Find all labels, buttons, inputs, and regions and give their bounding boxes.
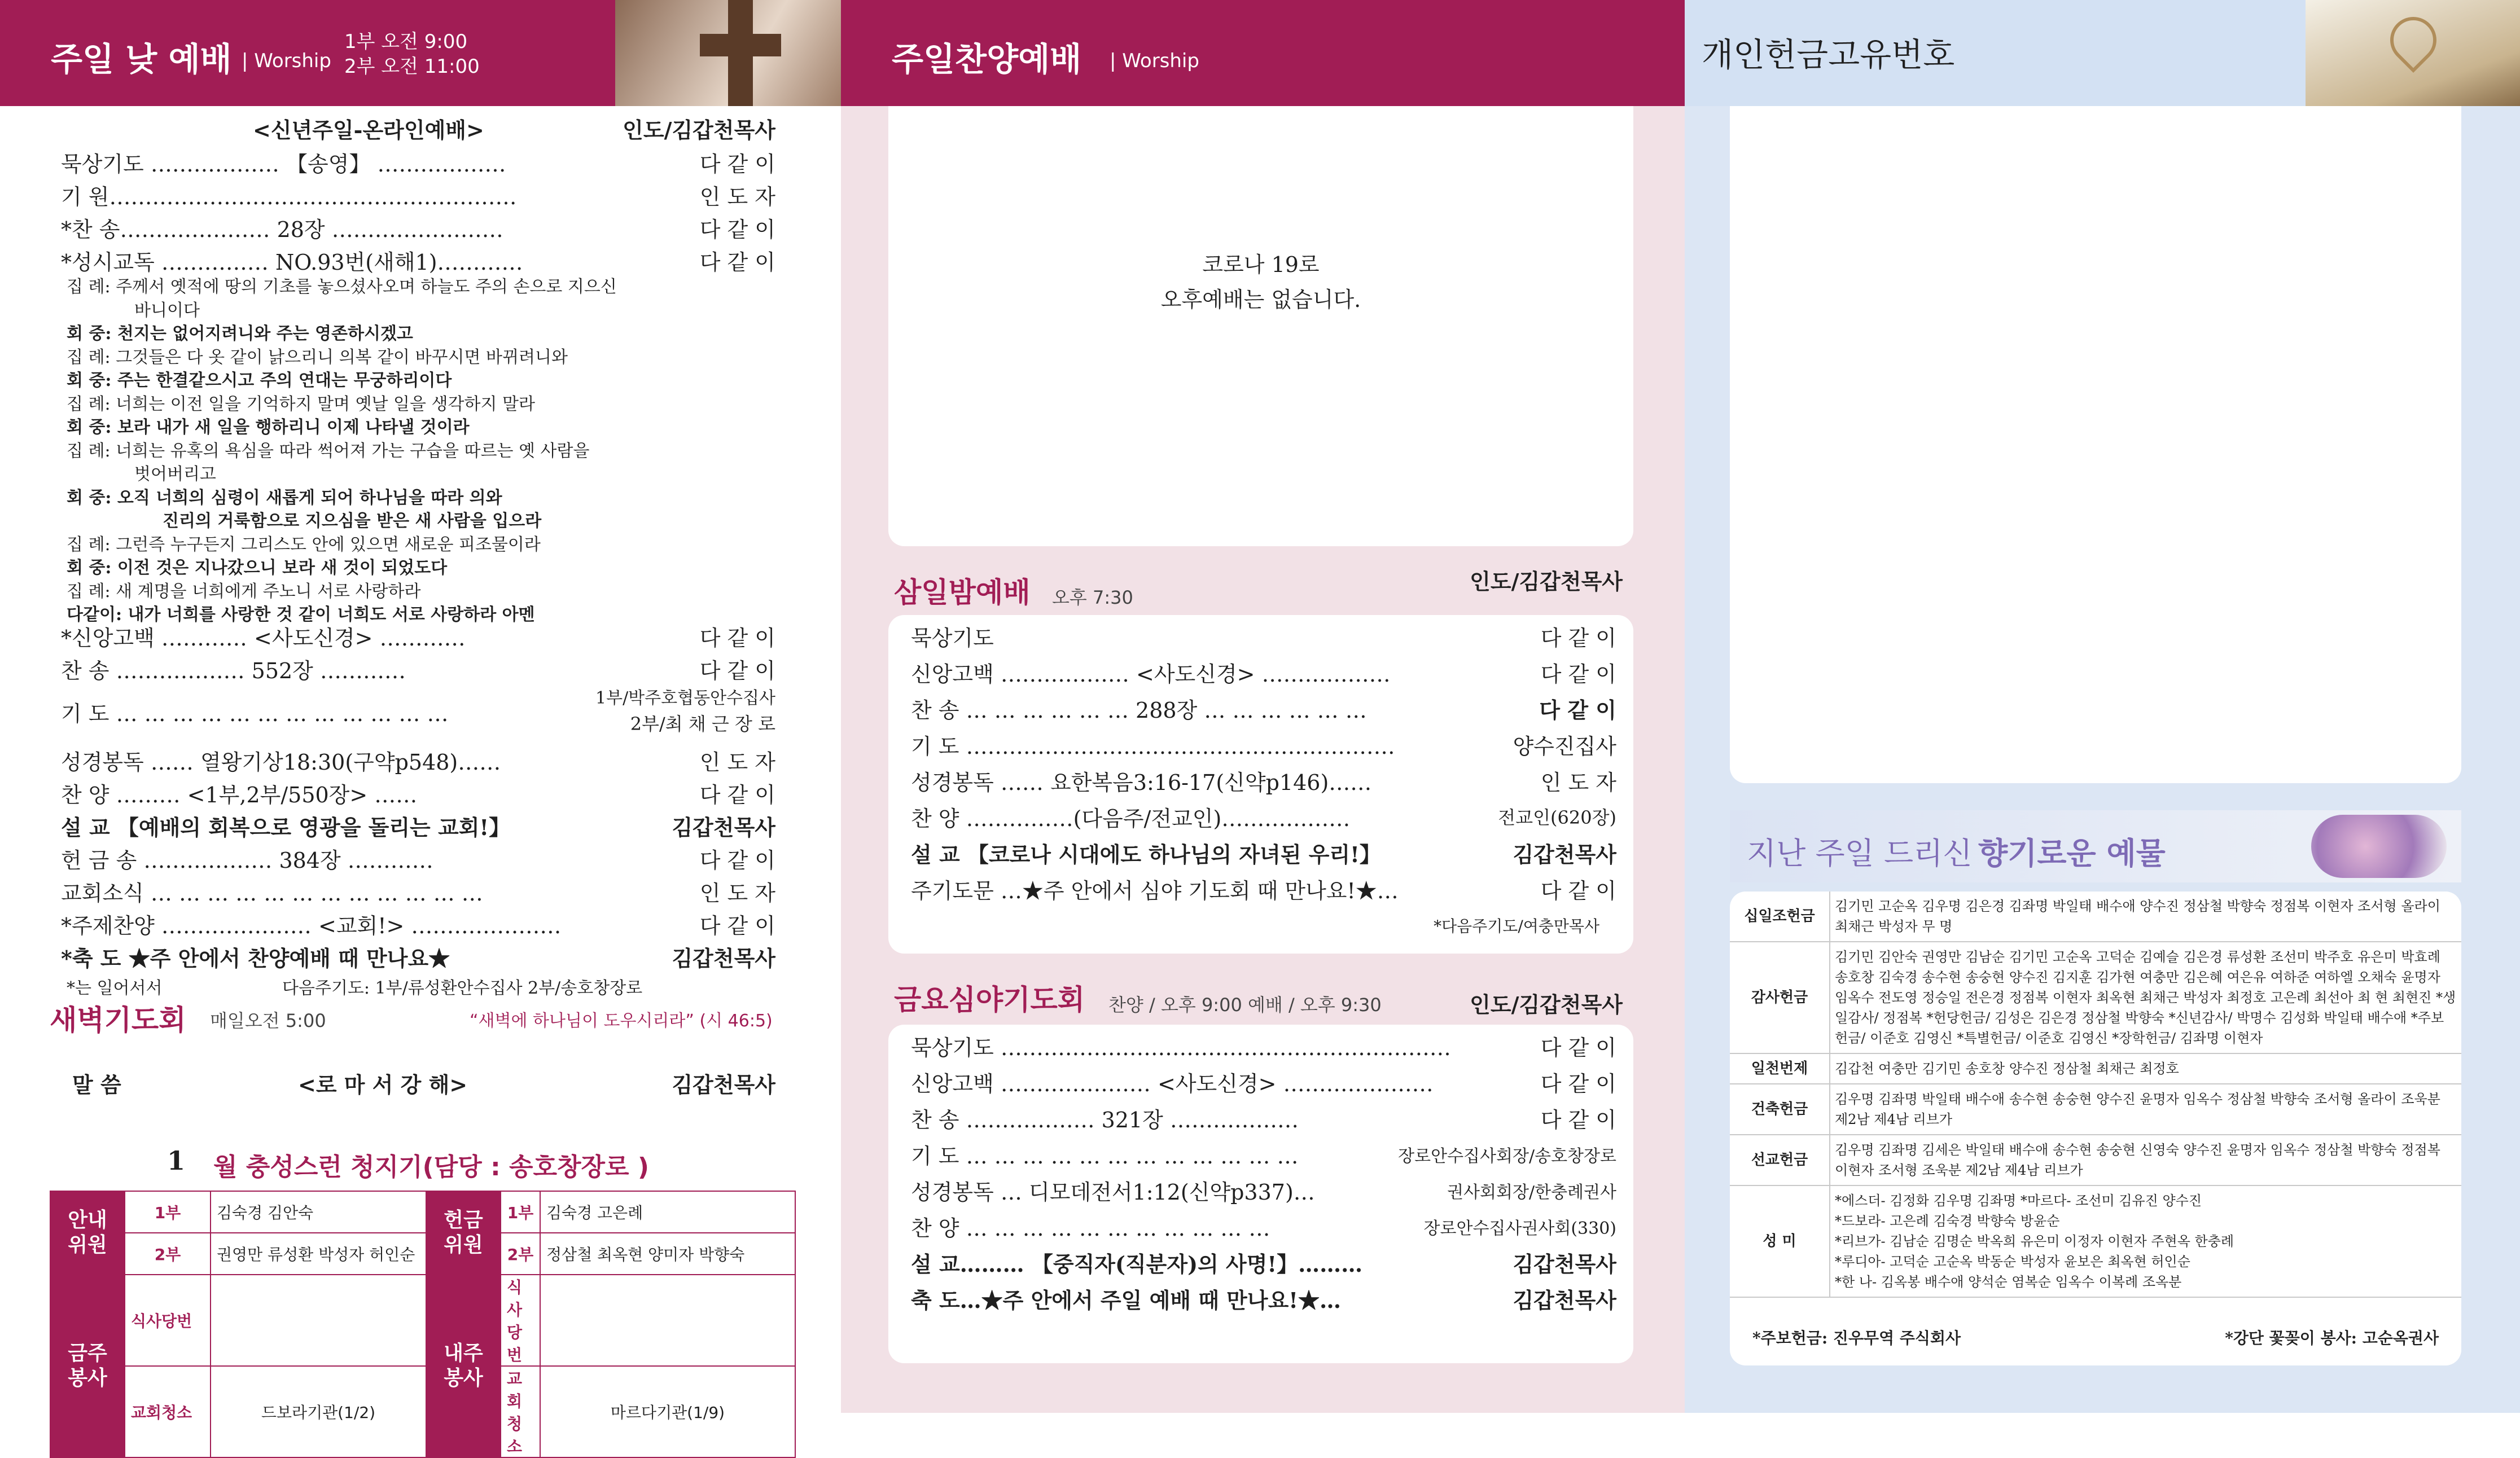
meal-duty-next-week bbox=[540, 1275, 795, 1366]
fri-scripture-by: 권사회회장/한충례권사 bbox=[1447, 1183, 1616, 1202]
fri-sermon: 설 교……… 【중직자(직분자)의 사명!】……… bbox=[911, 1251, 1363, 1277]
table-row bbox=[1730, 1053, 2461, 1084]
responsive-reading-text bbox=[67, 275, 778, 627]
reading-line: 벗어버리고 bbox=[134, 464, 216, 484]
hymn-552: 찬 송 ……………… 552장 ………… bbox=[61, 658, 406, 683]
service-no: 1부 bbox=[125, 1191, 211, 1233]
fri-praise-by: 장로안수집사권사회(330) bbox=[1423, 1219, 1616, 1239]
reading-line: 바니이다 bbox=[134, 300, 200, 320]
fri-praise: 찬 양 … … … … … … … … … … … bbox=[911, 1216, 1270, 1241]
steward-month: 1 bbox=[167, 1145, 186, 1176]
offering-category: 십일조헌금 bbox=[1730, 892, 1830, 942]
wed-sermon: 설 교 【코로나 시대에도 하나님의 자녀된 우리!】 bbox=[911, 842, 1381, 867]
offering-names: 김기민 김안숙 권영만 김남순 김기민 고순옥 고덕순 김예슬 김은경 류성환 조선미 박주호 유은미 박효례 송호창 김숙경 송수현 송숭현 양수진 김지훈 김가현 여충만 김은혜 여은유 여하준 여하엘 오채숙 윤명자 임옥수 전도영 정승일 전은경 정점복 이현자 최옥현 최채근 박성자 최정호 고은례 최선아 최 현 최현진 *생일감사/ 정점복 *헌당헌금/ 김성은 김은경 정삼철 박향숙 *신년감사/ 박명수 김성화 박일태 배수애 *주보헌금/ 이준호 김영신 *특별헌금/ 이준호 김영신 *장학헌금/ 김좌명 이현자 bbox=[1830, 942, 2461, 1053]
fri-prayer: 기 도 … … … … … … … … … … … … bbox=[911, 1144, 1299, 1169]
offering-category: 일천번제 bbox=[1730, 1053, 1830, 1084]
table-row bbox=[1730, 892, 2461, 942]
benediction: *축 도 ★주 안에서 찬양예배 때 만나요★ bbox=[61, 946, 450, 971]
offering-names: 김우명 김좌명 박일태 배수애 송수현 송숭현 양수진 윤명자 임옥수 정삼철 박향숙 조서형 올라이 조욱분 제2남 제4남 리브가 bbox=[1830, 1084, 2461, 1135]
header-subtitle: | Worship bbox=[1110, 50, 1199, 72]
service-times bbox=[344, 29, 480, 79]
offering-hymn-by: 다 같 이 bbox=[699, 848, 775, 873]
offering-names: *에스더- 김정화 김우명 김좌명 *마르다- 조선미 김유진 양수진 *드보라- 고은례 김숙경 박향숙 방윤순 *리브가- 김남순 김명순 박옥희 유은미 이정자 이현자 주현옥 한충례 *루디아- 고덕순 고순옥 박동순 박성자 윤보은 최옥현 허인순 *한 나- 김옥봉 배수애 양석순 염복순 임옥수 이복례 조옥분 bbox=[1830, 1185, 2461, 1297]
meal-duty-this-week bbox=[211, 1275, 426, 1366]
duty-table bbox=[50, 1191, 796, 1458]
friday-service-time: 찬양 / 오후 9:00 예배 / 오후 9:30 bbox=[1108, 994, 1382, 1016]
notice-box bbox=[888, 106, 1633, 546]
second-service-time: 2부 오전 11:00 bbox=[344, 55, 480, 78]
covid-notice-line1: 코로나 19로 bbox=[1202, 252, 1320, 277]
this-week-service-header: 금주 봉사 bbox=[50, 1275, 125, 1457]
hymn-552-by: 다 같 이 bbox=[699, 658, 775, 683]
theme-song-by: 다 같 이 bbox=[699, 914, 775, 938]
wed-silent-prayer: 묵상기도 bbox=[911, 626, 994, 651]
offering-category: 성 미 bbox=[1730, 1185, 1830, 1297]
fri-prayer-by: 장로안수집사회장/송호창장로 bbox=[1398, 1147, 1616, 1166]
next-week-prayer: 다음주기도: 1부/류성환안수집사 2부/송호창장로 bbox=[282, 978, 643, 998]
reading-line: 진리의 거룩함으로 지으심을 받은 새 사람을 입으라 bbox=[163, 511, 542, 531]
bulletin-sponsor: *주보헌금: 진우무역 주식회사 bbox=[1752, 1329, 1961, 1347]
order-of-service bbox=[50, 106, 792, 981]
fri-silent-prayer: 묵상기도 ……………………………………………………… bbox=[911, 1035, 1451, 1060]
usher-second: 권영만 류성환 박성자 허인순 bbox=[211, 1233, 426, 1275]
wed-prayer: 기 도 …………………………………………………… bbox=[911, 734, 1395, 759]
heart-icon bbox=[2381, 7, 2446, 73]
reading-line: 집 례: 너희는 이전 일을 기억하지 말며 옛날 일을 생각하지 말라 bbox=[67, 394, 535, 414]
fri-benediction-by: 김갑천목사 bbox=[1513, 1288, 1616, 1313]
fri-scripture: 성경봉독 … 디모데전서1:12(신약p337)… bbox=[911, 1180, 1315, 1205]
prayer-first-service: 1부/박주호협동안수집사 bbox=[595, 688, 775, 708]
header-title: 주일 낮 예배 bbox=[51, 40, 232, 78]
silent-prayer-by: 다 같 이 bbox=[699, 152, 775, 177]
flower-photo bbox=[2311, 815, 2447, 878]
altar-flower-service: *강단 꽃꽂이 봉사: 고순옥권사 bbox=[2225, 1329, 2439, 1347]
offering-title-bar bbox=[1730, 810, 2461, 882]
offering-category: 감사헌금 bbox=[1730, 942, 1830, 1053]
fri-hymn-by: 다 같 이 bbox=[1540, 1108, 1616, 1132]
morning-worship-page bbox=[0, 0, 841, 1456]
steward-title: 월 충성스런 청지기(담당 : 송호창장로 ) bbox=[213, 1153, 649, 1182]
offering-category: 선교헌금 bbox=[1730, 1135, 1830, 1185]
evening-worship-page bbox=[841, 0, 1685, 1413]
fri-creed: 신앙고백 ………………… <사도신경> ………………… bbox=[911, 1071, 1434, 1096]
reading-line: 다같이: 내가 너희를 사랑한 것 같이 너희도 서로 사랑하라 아멘 bbox=[67, 605, 535, 625]
wed-prayer-by: 양수진집사 bbox=[1513, 734, 1616, 759]
wed-scripture-by: 인 도 자 bbox=[1540, 770, 1616, 795]
offering-category: 건축헌금 bbox=[1730, 1084, 1830, 1135]
reading-line: 회 중: 주는 한결같으시고 주의 연대는 무궁하리이다 bbox=[67, 371, 452, 390]
table-row bbox=[1730, 1084, 2461, 1135]
friday-service-title: 금요심야기도회 bbox=[894, 983, 1085, 1016]
table-row bbox=[1730, 942, 2461, 1053]
wednesday-order bbox=[888, 615, 1633, 954]
dawn-prayer-box bbox=[50, 1044, 792, 1118]
wed-scripture: 성경봉독 …… 요한복음3:16-17(신약p146)…… bbox=[911, 770, 1372, 795]
praise-by: 다 같 이 bbox=[699, 783, 775, 807]
next-week-service-header: 내주 봉사 bbox=[426, 1275, 501, 1457]
usher-first: 김숙경 김안숙 bbox=[211, 1191, 426, 1233]
reading-line: 회 중: 천지는 없어지려니와 주는 영존하시겠고 bbox=[67, 324, 413, 344]
reading-line: 회 중: 오직 너희의 심령이 새롭게 되어 하나님을 따라 의와 bbox=[67, 488, 502, 508]
responsive-reading-by: 다 같 이 bbox=[699, 250, 775, 275]
cleaning-next-week: 마르다기관(1/9) bbox=[540, 1366, 795, 1457]
table-row bbox=[1730, 1185, 2461, 1297]
fri-benediction: 축 도…★주 안에서 주일 예배 때 만나요!★… bbox=[911, 1288, 1341, 1313]
offering-names: 김우명 김좌명 김세은 박일태 배수애 송수현 송숭현 신영숙 양수진 윤명자 임옥수 정삼철 박향숙 정점복 이현자 조서형 조욱분 제2남 제4남 리브가 bbox=[1830, 1135, 2461, 1185]
benediction-by: 김갑천목사 bbox=[672, 946, 775, 971]
offering-names: 김기민 고순옥 김우명 김은경 김좌명 박일태 배수애 양수진 정삼철 박향숙 정점복 이현자 조서형 올라이 최채근 박성자 무 명 bbox=[1830, 892, 2461, 942]
church-news: 교회소식 … … … … … … … … … … … … bbox=[61, 881, 483, 906]
cleaning-label: 교회청소 bbox=[501, 1366, 540, 1457]
morning-worship-header bbox=[0, 0, 841, 106]
offering-list-box bbox=[1730, 892, 2461, 1365]
prayer-second-service: 2부/최 채 근 장 로 bbox=[630, 713, 775, 735]
service-title: <신년주일-온라인예배> bbox=[253, 117, 484, 143]
header-title: 개인헌금고유번호 bbox=[1702, 36, 1955, 74]
wednesday-service-time: 오후 7:30 bbox=[1052, 587, 1133, 608]
offering-second: 정삼철 최옥현 양미자 박향숙 bbox=[540, 1233, 795, 1275]
first-service-time: 1부 오전 9:00 bbox=[344, 30, 468, 53]
cleaning-label: 교회청소 bbox=[125, 1366, 211, 1457]
reading-line: 회 중: 이전 것은 지나갔으니 보라 새 것이 되었도다 bbox=[67, 558, 448, 578]
silent-prayer: 묵상기도 ……………… 【송영】 ……………… bbox=[61, 152, 506, 177]
dawn-sermon-series: <로 마 서 강 해> bbox=[298, 1072, 468, 1097]
responsive-reading: *성시교독 …………… NO.93번(새해1)………… bbox=[61, 250, 523, 275]
offering-hymn: 헌 금 송 ……………… 384장 ………… bbox=[61, 848, 433, 873]
cleaning-this-week: 드보라기관(1/2) bbox=[211, 1366, 426, 1457]
wed-next-prayer-note: *다음주기도/여충만목사 bbox=[1434, 917, 1599, 936]
service-no: 2부 bbox=[125, 1233, 211, 1275]
prayer: 기 도 … … … … … … … … … … … … bbox=[61, 701, 449, 726]
standing-note: *는 일어서서 bbox=[67, 978, 163, 998]
friday-leader: 인도/김갑천목사 bbox=[1470, 992, 1623, 1017]
offering-title-prefix: 지난 주일 드리신 bbox=[1747, 836, 1973, 871]
reading-line: 집 례: 너희는 유혹의 욕심을 따라 썩어져 가는 구습을 따르는 옛 사람을 bbox=[67, 441, 590, 461]
invocation: 기 원………………………………………………… bbox=[61, 185, 517, 209]
wed-silent-prayer-by: 다 같 이 bbox=[1540, 626, 1616, 651]
hymn-by: 다 같 이 bbox=[699, 217, 775, 242]
service-leader: 인도/김갑천목사 bbox=[623, 117, 775, 143]
wednesday-leader: 인도/김갑천목사 bbox=[1470, 569, 1623, 594]
dawn-prayer-title: 새벽기도회 bbox=[50, 1004, 186, 1037]
offering-first: 김숙경 고은례 bbox=[540, 1191, 795, 1233]
reading-line: 집 례: 새 계명을 너희에게 주노니 서로 사랑하라 bbox=[67, 581, 421, 601]
dawn-word-label: 말 씀 bbox=[72, 1072, 121, 1097]
covid-notice-line2: 오후예배는 없습니다. bbox=[1160, 287, 1361, 312]
service-no: 2부 bbox=[501, 1233, 540, 1275]
offering-title-emphasis: 향기로운 예물 bbox=[1978, 836, 2166, 871]
meal-duty-label: 식사당번 bbox=[125, 1275, 211, 1366]
fri-creed-by: 다 같 이 bbox=[1540, 1071, 1616, 1096]
creed-by: 다 같 이 bbox=[699, 626, 775, 651]
praise: 찬 양 ……… <1부,2부/550장> …… bbox=[61, 783, 418, 807]
invocation-by: 인 도 자 bbox=[699, 185, 775, 209]
wed-hymn-by: 다 같 이 bbox=[1539, 697, 1616, 723]
fri-sermon-by: 김갑천목사 bbox=[1513, 1251, 1616, 1277]
sermon-by: 김갑천목사 bbox=[672, 815, 775, 840]
reading-line: 집 례: 그런즉 누구든지 그리스도 안에 있으면 새로운 피조물이라 bbox=[67, 534, 541, 555]
book-photo bbox=[2306, 0, 2520, 106]
wednesday-service-title: 삼일밤예배 bbox=[894, 576, 1031, 609]
friday-order bbox=[888, 1025, 1633, 1363]
offering-committee-header: 헌금 위원 bbox=[426, 1191, 501, 1275]
offering-id-header bbox=[1685, 0, 2520, 106]
reading-line: 회 중: 보라 내가 새 일을 행하리니 이제 나타낼 것이라 bbox=[67, 418, 470, 437]
dawn-prayer-time: 매일오전 5:00 bbox=[210, 1010, 326, 1031]
cross-photo bbox=[615, 0, 841, 106]
scripture-reading-by: 인 도 자 bbox=[699, 750, 775, 775]
wed-praise-by: 전교인(620장) bbox=[1498, 807, 1616, 828]
dawn-verse: “새벽에 하나님이 도우시리라” (시 46:5) bbox=[470, 1011, 773, 1031]
reading-line: 집 례: 그것들은 다 옷 같이 낡으리니 의복 같이 바꾸시면 바뀌려니와 bbox=[67, 347, 568, 367]
table-row bbox=[1730, 1135, 2461, 1185]
wed-creed-by: 다 같 이 bbox=[1540, 662, 1616, 687]
fri-hymn: 찬 송 ……………… 321장 ……………… bbox=[911, 1108, 1299, 1132]
service-no: 1부 bbox=[501, 1191, 540, 1233]
offering-id-box bbox=[1730, 106, 2461, 783]
wed-lords-prayer: 주기도문 …★주 안에서 심야 기도회 때 만나요!★… bbox=[911, 879, 1399, 903]
header-subtitle: | Worship bbox=[242, 50, 331, 72]
wed-praise: 찬 양 ……………(다음주/전교인)……………… bbox=[911, 806, 1351, 831]
reading-line: 집 례: 주께서 옛적에 땅의 기초를 놓으셨사오며 하늘도 주의 손으로 지으신 bbox=[67, 277, 617, 297]
wed-lords-prayer-by: 다 같 이 bbox=[1540, 879, 1616, 903]
theme-song: *주제찬양 ………………… <교회!> ………………… bbox=[61, 914, 562, 938]
offering-names: 김갑천 여충만 김기민 송호창 양수진 정삼철 최채근 최정호 bbox=[1830, 1053, 2461, 1084]
meal-duty-label: 식사당번 bbox=[501, 1275, 540, 1366]
praise-worship-header bbox=[841, 0, 1685, 106]
creed: *신앙고백 ………… <사도신경> ………… bbox=[61, 626, 466, 651]
fri-silent-prayer-by: 다 같 이 bbox=[1540, 1035, 1616, 1060]
header-title: 주일찬양예배 bbox=[892, 40, 1082, 78]
wed-sermon-by: 김갑천목사 bbox=[1513, 842, 1616, 867]
offering-page bbox=[1685, 0, 2520, 1413]
hymn: *찬 송………………… 28장 …………………… bbox=[61, 217, 503, 242]
sermon: 설 교 【예배의 회복으로 영광을 돌리는 교회!】 bbox=[61, 815, 511, 840]
scripture-reading: 성경봉독 …… 열왕기상18:30(구약p548)…… bbox=[61, 750, 501, 775]
church-news-by: 인 도 자 bbox=[699, 881, 775, 906]
offering-table bbox=[1730, 892, 2461, 1298]
dawn-preacher: 김갑천목사 bbox=[672, 1072, 775, 1097]
usher-header: 안내 위원 bbox=[50, 1191, 125, 1275]
wed-creed: 신앙고백 ……………… <사도신경> ……………… bbox=[911, 662, 1391, 687]
wed-hymn: 찬 송 … … … … … … 288장 … … … … … … bbox=[911, 698, 1367, 723]
